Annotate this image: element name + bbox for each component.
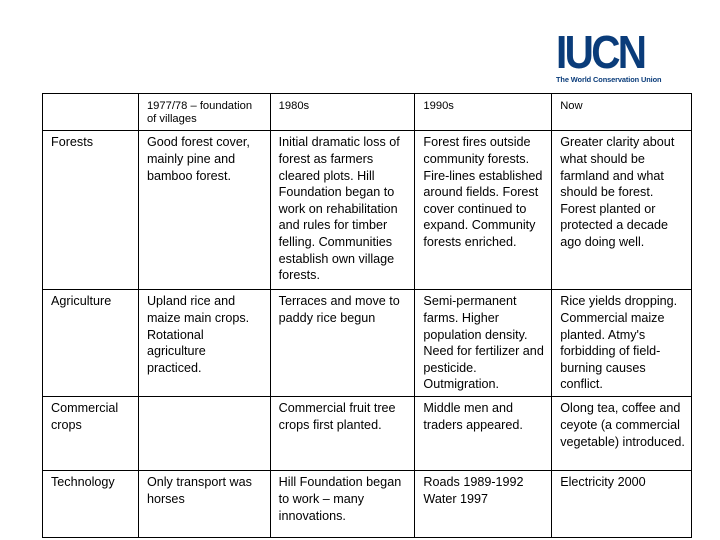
logo-mark: IUCN <box>556 26 645 78</box>
land-use-change-table <box>42 93 692 538</box>
table-cell: Olong tea, coffee and ceyote (a commercial vegetable) introduced. <box>552 397 692 471</box>
table-cell: Terraces and move to paddy rice begun <box>270 290 415 397</box>
row-label: Agriculture <box>43 290 139 397</box>
row-label: Forests <box>43 131 139 290</box>
table-cell: Middle men and traders appeared. <box>415 397 552 471</box>
table-cell: Semi-permanent farms. Higher population density. Need for fertilizer and pesticide. Outmigration. <box>415 290 552 397</box>
header-cell-1980s: 1980s <box>270 94 415 131</box>
header-row <box>43 94 692 131</box>
table-cell: Hill Foundation began to work – many innovations. <box>270 471 415 538</box>
header-cell-now: Now <box>552 94 692 131</box>
table-cell: Electricity 2000 <box>552 471 692 538</box>
header-cell-1990s: 1990s <box>415 94 552 131</box>
table-row-technology <box>43 471 692 538</box>
header-cell-blank <box>43 94 139 131</box>
table-cell: Roads 1989-1992 Water 1997 <box>415 471 552 538</box>
table-cell: Forest fires outside community forests. Fire-lines established around fields. Forest cover continued to expand. Community forests enriched. <box>415 131 552 290</box>
row-label: Technology <box>43 471 139 538</box>
logo-subtitle: The World Conservation Union <box>556 75 662 84</box>
table-row-agriculture <box>43 290 692 397</box>
table-cell: Only transport was horses <box>138 471 270 538</box>
table-cell: Good forest cover, mainly pine and bamboo forest. <box>138 131 270 290</box>
table-cell: Initial dramatic loss of forest as farmers cleared plots. Hill Foundation began to work on rehabilitation and rules for timber felling. Communities establish own village forests. <box>270 131 415 290</box>
table-cell: Commercial fruit tree crops first planted. <box>270 397 415 471</box>
table-cell <box>138 397 270 471</box>
table-cell: Upland rice and maize main crops. Rotational agriculture practiced. <box>138 290 270 397</box>
row-label: Commercial crops <box>43 397 139 471</box>
table-cell: Rice yields dropping. Commercial maize planted. Atmy's forbidding of field-burning causes conflict. <box>552 290 692 397</box>
table-row-forests <box>43 131 692 290</box>
iucn-logo <box>556 26 676 90</box>
header-cell-1977: 1977/78 – foundation of villages <box>138 94 270 131</box>
table-cell: Greater clarity about what should be farmland and what should be forest. Forest planted or protected a decade ago doing well. <box>552 131 692 290</box>
table-row-commercial-crops <box>43 397 692 471</box>
